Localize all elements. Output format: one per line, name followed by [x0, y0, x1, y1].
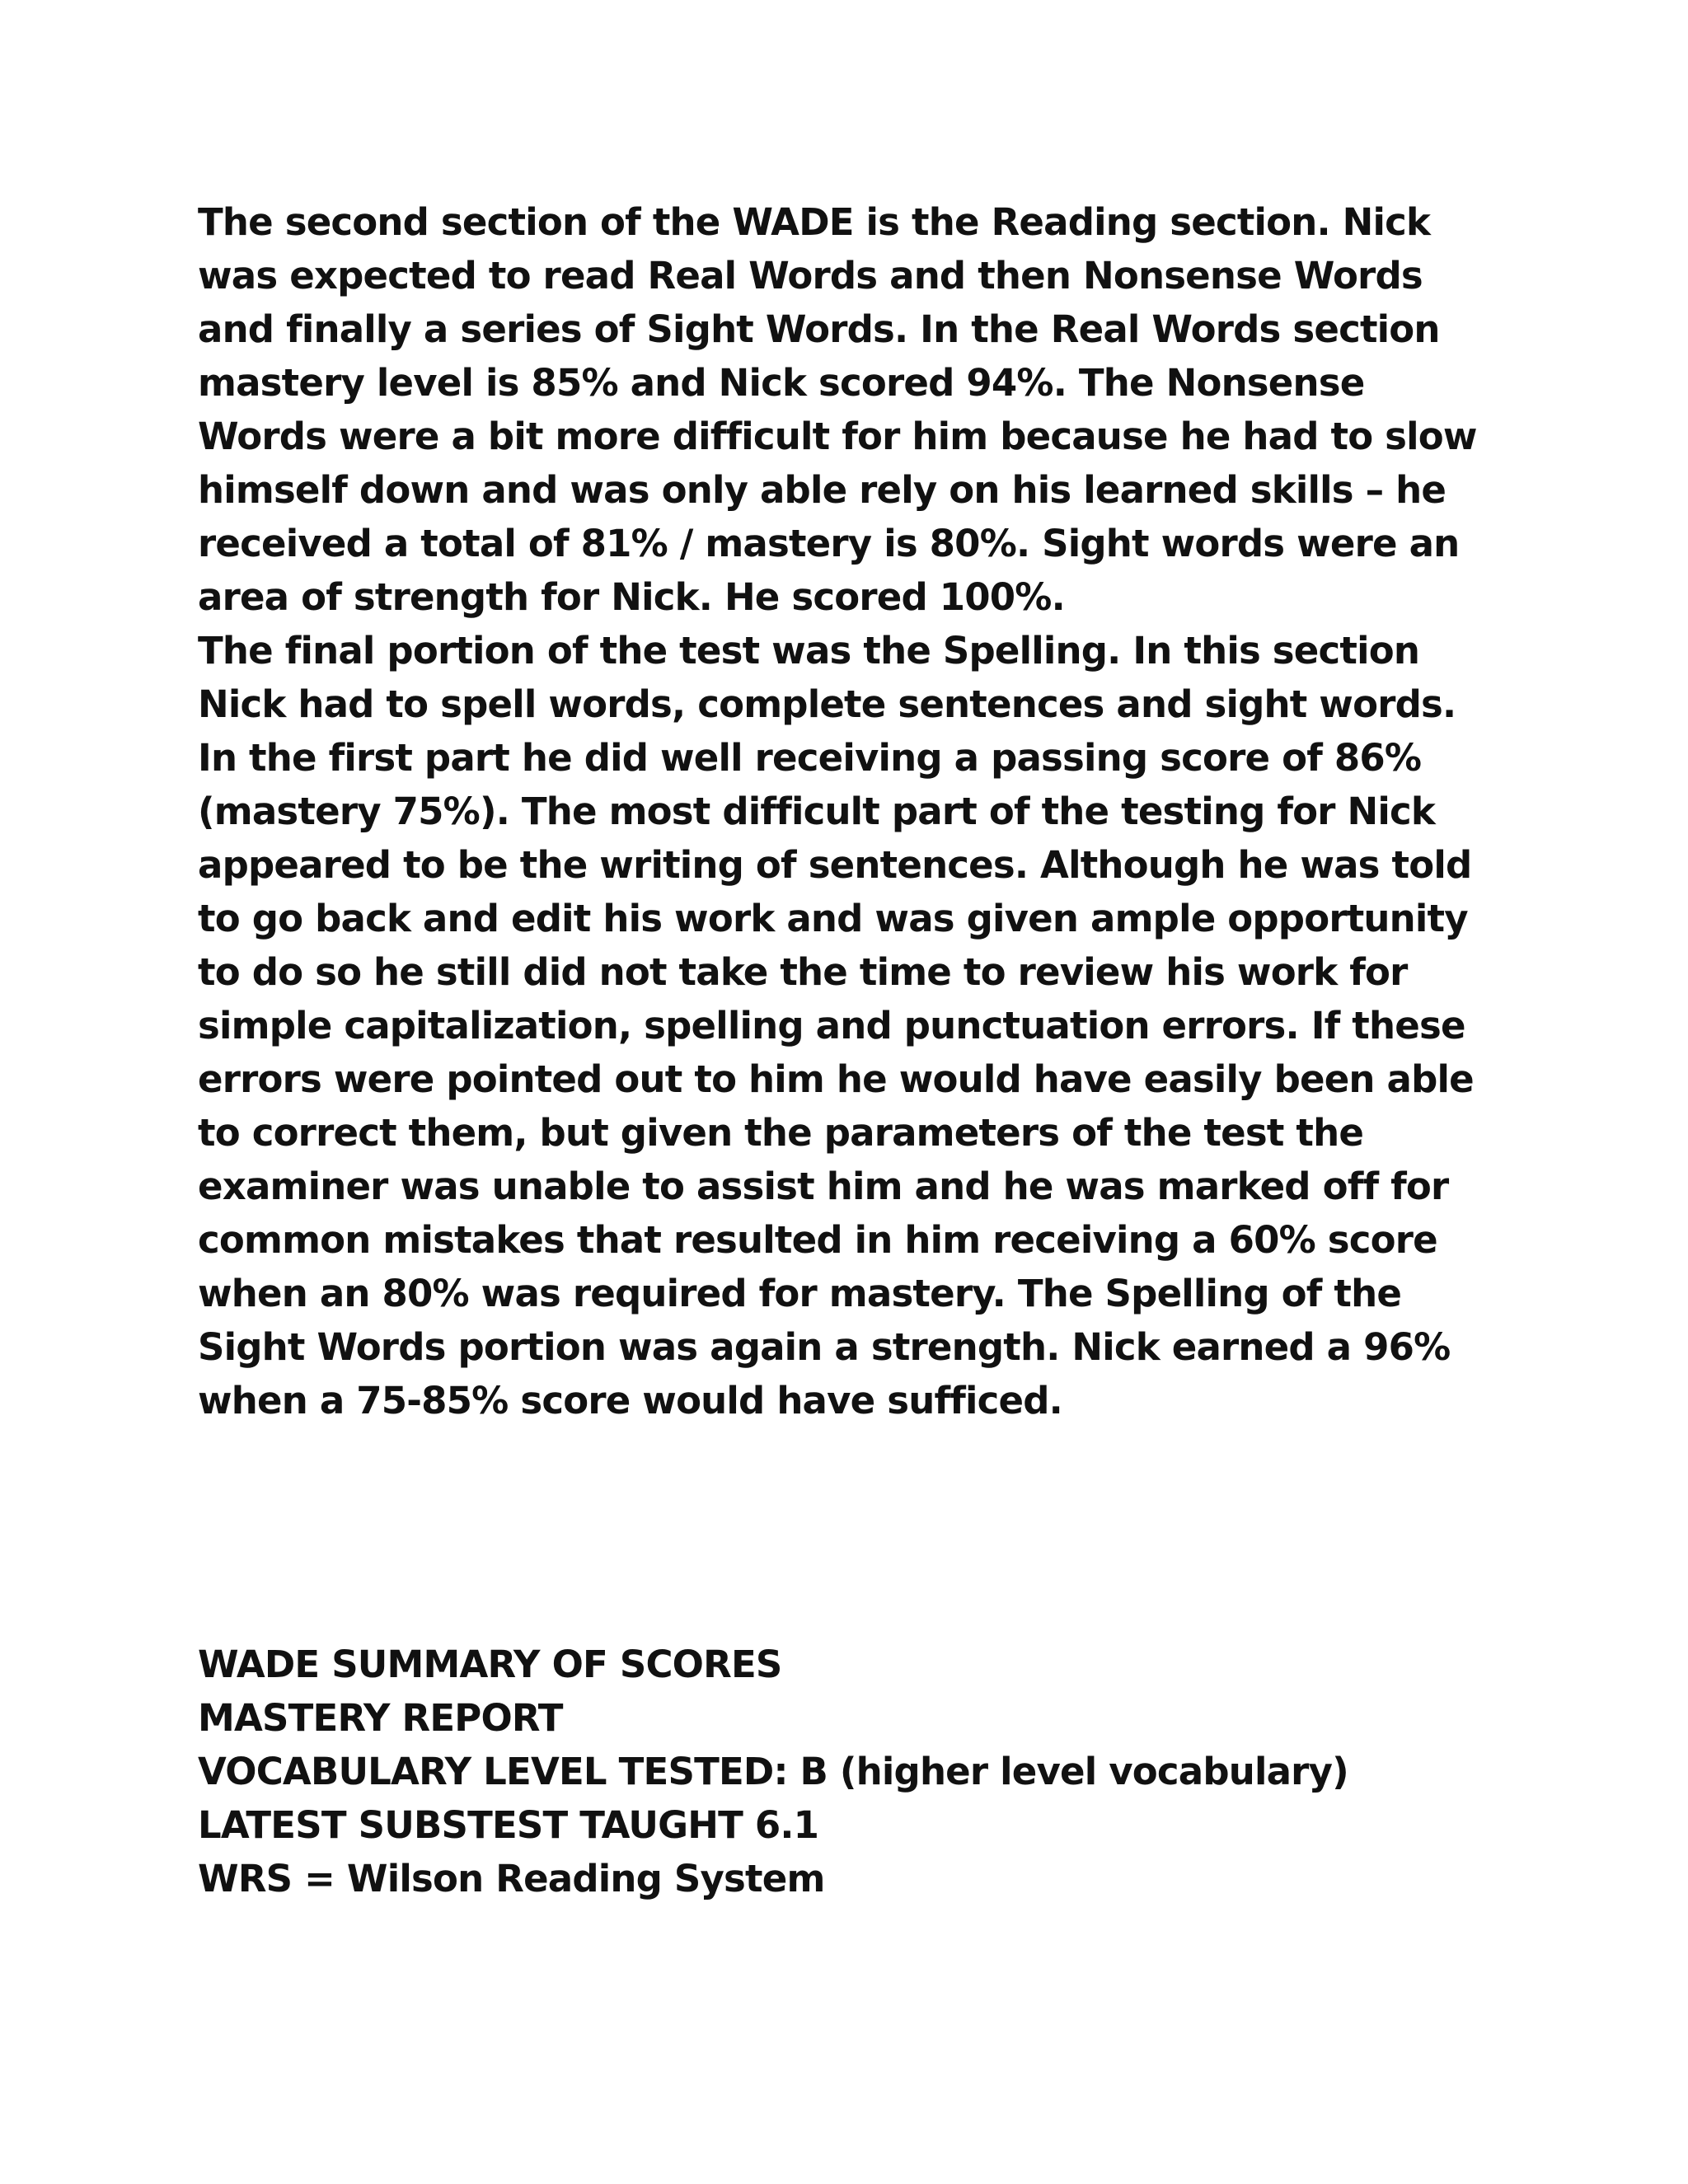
summary-title: WADE SUMMARY OF SCORES: [198, 1643, 782, 1686]
spelling-section-paragraph: The final portion of the test was the Spelling. In this section Nick had to spell words, complete sentences and sight words. In the first part he did well receiving a passing score of 86% (mastery 75%). The most difficult part of the testing for Nick appeared to be the writing of sentences. Although he was told to go back and edit his work and was given ample opportunity to do so he still did not take the time to review his work for simple capitalization, spelling and punctuation errors. If these errors were pointed out to him he would have easily been able to correct them, but given the parameters of the test the examiner was unable to assist him and he was marked off for common mistakes that resulted in him receiving a 60% score when an 80% was required for mastery. The Spelling of the Sight Words portion was again a strength. Nick earned a 96% when a 75-85% score would have sufficed.: [198, 629, 1474, 1422]
vocabulary-level-line: VOCABULARY LEVEL TESTED: B (higher level vocabulary): [198, 1750, 1348, 1793]
reading-section-paragraph: The second section of the WADE is the Reading section. Nick was expected to read Real Words and then Nonsense Words and finally a series of Sight Words. In the Real Words section mastery level is 85% and Nick scored 94%. The Nonsense Words were a bit more difficult for him because he had to slow himself down and was only able rely on his learned skills – he received a total of 81% / mastery is 80%. Sight words were an area of strength for Nick. He scored 100%.: [198, 200, 1477, 619]
report-body: [198, 195, 1484, 1427]
score-summary: [198, 1638, 1484, 1905]
summary-subtitle: MASTERY REPORT: [198, 1696, 563, 1740]
wrs-definition-line: WRS = Wilson Reading System: [198, 1857, 825, 1900]
latest-subtest-line: LATEST SUBSTEST TAUGHT 6.1: [198, 1803, 819, 1847]
